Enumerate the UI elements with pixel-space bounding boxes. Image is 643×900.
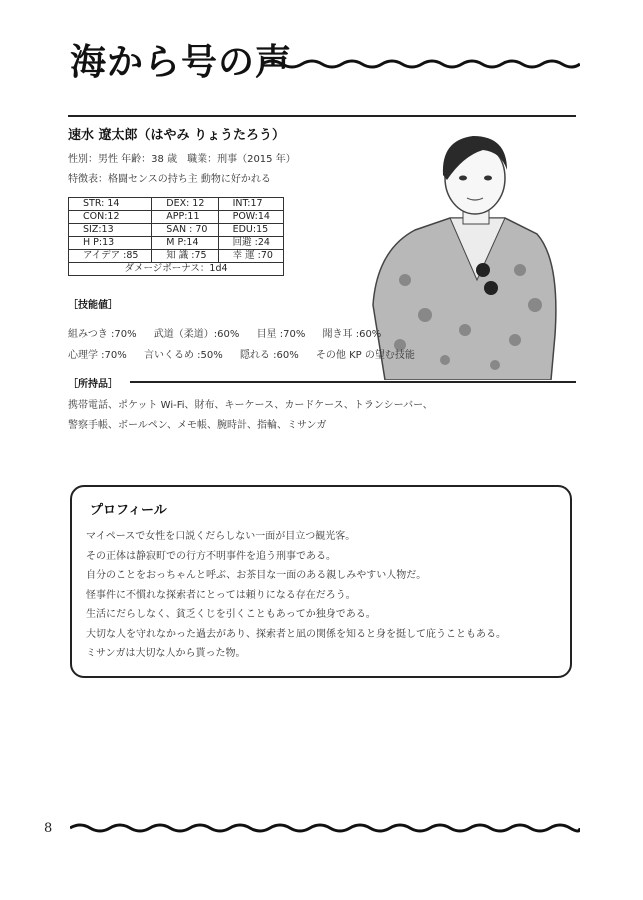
stat-cell: DEX: 12 <box>152 198 218 211</box>
table-row <box>69 198 284 211</box>
table-row <box>69 237 284 250</box>
profile-line: 大切な人を守れなかった過去があり、探索者と凪の関係を知ると身を挺して庇うこともある。 <box>86 628 506 640</box>
page-number: 8 <box>44 821 53 836</box>
table-row <box>69 224 284 237</box>
profile-title: プロフィール <box>90 503 167 518</box>
table-row <box>69 250 284 263</box>
profile-line: 生活にだらしなく、貧乏くじを引くこともあってか独身である。 <box>86 609 376 620</box>
items-rule <box>130 381 576 383</box>
skill-item: その他 KP の望む技能 <box>315 350 415 361</box>
items-line-2: 警察手帳、ボールペン、メモ帳、腕時計、指輪、ミサンガ <box>68 420 327 431</box>
skill-item: 組みつき :70% <box>68 329 137 340</box>
stats-table <box>68 197 284 276</box>
stat-cell: SIZ:13 <box>69 224 152 237</box>
stat-cell: POW:14 <box>218 211 283 224</box>
damage-bonus-cell: ダメージボーナス：1d4 <box>69 263 284 276</box>
skills-row-1 <box>68 325 395 340</box>
skills-row-2 <box>68 346 429 361</box>
profile-line: 自分のことをおっちゃんと呼ぶ、お茶目な一面のある親しみやすい人物だ。 <box>86 570 427 581</box>
table-row <box>69 263 284 276</box>
stat-cell: M P:14 <box>152 237 218 250</box>
skill-item: 心理学 :70% <box>68 350 127 361</box>
footer-wave-ornament <box>70 822 580 834</box>
skill-item: 聞き耳 :60% <box>322 329 382 340</box>
skill-item: 目星 :70% <box>256 329 306 340</box>
stat-cell: EDU:15 <box>218 224 283 237</box>
profile-text <box>86 527 506 664</box>
items-label: ［所持品］ <box>68 379 118 390</box>
profile-line: ミサンガは大切な人から貰った物。 <box>86 648 246 659</box>
stat-cell: アイデア :85 <box>69 250 152 263</box>
stat-cell: 回避 :24 <box>218 237 283 250</box>
profile-line: その正体は静寂町での行方不明事件を追う刑事である。 <box>86 550 336 562</box>
skill-item: 隠れる :60% <box>239 350 299 361</box>
page-title: 海から号の声 <box>70 41 293 83</box>
profile-box <box>70 485 572 678</box>
profile-line: 怪事件に不慣れな探索者にとっては頼りになる存在だろう。 <box>86 589 356 601</box>
stat-cell: H P:13 <box>69 237 152 250</box>
character-portrait <box>355 130 565 380</box>
character-top-rule <box>68 115 576 117</box>
character-traits: 特徴表：格闘センスの持ち主 動物に好かれる <box>68 174 271 185</box>
skills-label: ［技能値］ <box>68 300 118 311</box>
stat-cell: STR: 14 <box>69 198 152 211</box>
skill-item: 言いくるめ :50% <box>143 350 223 361</box>
stat-cell: CON:12 <box>69 211 152 224</box>
character-info: 性別：男性 年齢：38 歳 職業：刑事（2015 年） <box>68 154 296 165</box>
table-row <box>69 211 284 224</box>
stat-cell: APP:11 <box>152 211 218 224</box>
items-line-1: 携帯電話、ポケット Wi-Fi、財布、キーケース、カードケース、トランシーバー、 <box>68 400 433 411</box>
stat-cell: SAN : 70 <box>152 224 218 237</box>
stat-cell: 幸 運 :70 <box>218 250 283 263</box>
stat-cell: 知 識 :75 <box>152 250 218 263</box>
profile-line: マイペースで女性を口説くだらしない一面が目立つ観光客。 <box>86 531 356 542</box>
character-name: 速水 遼太郎（はやみ りょうたろう） <box>68 128 286 143</box>
header-wave-ornament <box>262 58 580 70</box>
skill-item: 武道（柔道）:60% <box>153 329 240 340</box>
stat-cell: INT:17 <box>218 198 283 211</box>
